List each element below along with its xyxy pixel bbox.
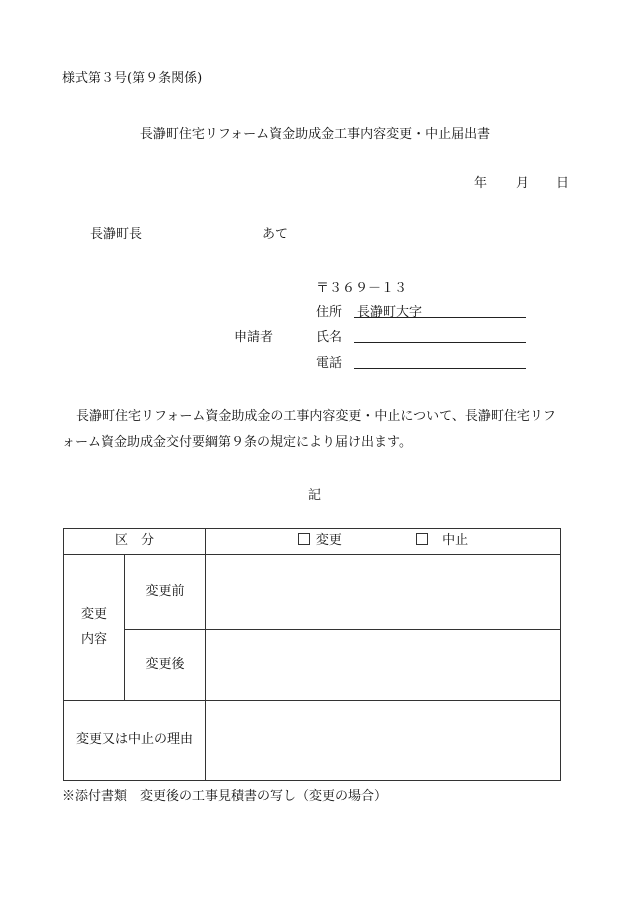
- reason-label: 変更又は中止の理由: [64, 701, 206, 781]
- address-label: 住所: [316, 305, 343, 320]
- after-change-field[interactable]: [206, 630, 561, 701]
- body-text-line-1: 長瀞町住宅リフォーム資金助成金の工事内容変更・中止について、長瀞町住宅リフ: [76, 409, 556, 424]
- phone-label: 電話: [316, 356, 343, 371]
- date-day-label: 日: [556, 176, 570, 191]
- change-content-label-2: 内容: [80, 631, 107, 647]
- name-underline: [354, 342, 526, 343]
- reason-row: [64, 701, 561, 781]
- cancel-option-label: 中止: [442, 533, 469, 549]
- change-form-table: [63, 528, 561, 781]
- category-row: [64, 529, 561, 555]
- date-year-label: 年: [474, 176, 488, 191]
- after-row: [64, 630, 561, 701]
- change-option-label: 変更: [315, 533, 342, 549]
- applicant-label: 申請者: [234, 330, 274, 345]
- category-options: [206, 529, 561, 555]
- before-change-field[interactable]: [206, 555, 561, 630]
- before-row: [64, 555, 561, 630]
- reason-field[interactable]: [206, 701, 561, 781]
- attachment-note: ※添付書類 変更後の工事見積書の写し（変更の場合）: [62, 789, 388, 804]
- postal-code: 〒３６９－１３: [316, 281, 408, 296]
- phone-underline: [354, 368, 526, 369]
- after-change-label: 変更後: [125, 630, 206, 701]
- document-title: 長瀞町住宅リフォーム資金助成金工事内容変更・中止届出書: [139, 127, 491, 142]
- addressee-suffix: あて: [262, 227, 289, 242]
- ki-heading: 記: [308, 488, 322, 503]
- name-label: 氏名: [316, 330, 343, 345]
- cancel-checkbox[interactable]: [416, 533, 428, 545]
- addressee-name: 長瀞町長: [90, 227, 143, 242]
- address-value: 長瀞町大字: [357, 305, 423, 320]
- category-header: 区 分: [64, 529, 206, 555]
- form-number: 様式第３号(第９条関係): [62, 71, 203, 86]
- change-checkbox[interactable]: [298, 533, 310, 545]
- address-underline: [354, 317, 526, 318]
- change-content-label: [64, 555, 125, 701]
- before-change-label: 変更前: [125, 555, 206, 630]
- date-month-label: 月: [516, 176, 530, 191]
- change-content-label-1: 変更: [80, 606, 107, 622]
- body-text-line-2: ォーム資金助成金交付要綱第９条の規定により届け出ます。: [62, 435, 412, 450]
